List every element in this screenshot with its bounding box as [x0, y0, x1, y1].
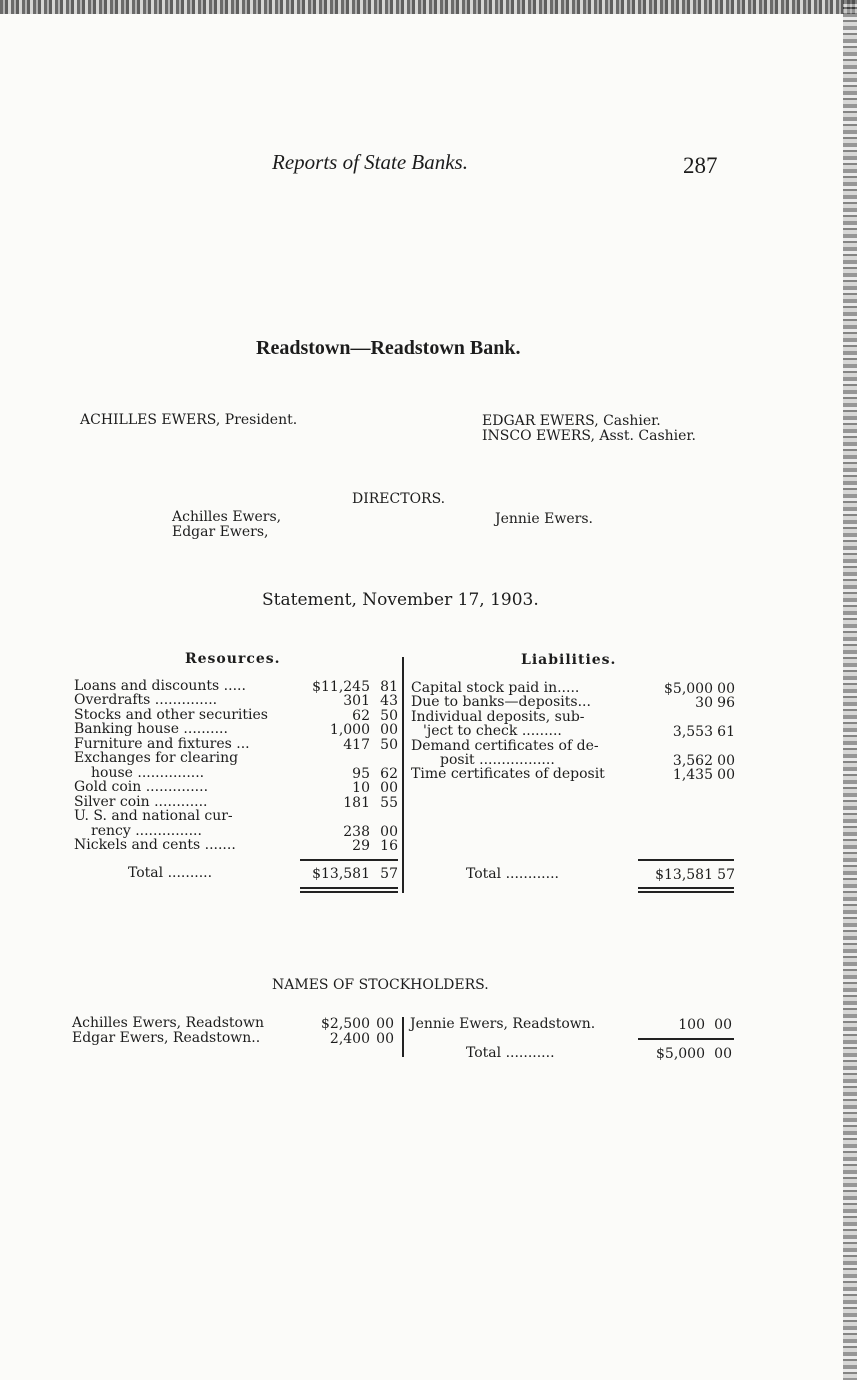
stockholder-cents: 00 [376, 1031, 394, 1047]
resource-dollars: 1,000 [329, 722, 370, 738]
resource-cents: 00 [380, 824, 398, 840]
stockholder-label: Jennie Ewers, Readstown. [410, 1016, 596, 1032]
liabilities-total-double-rule [638, 891, 734, 893]
stockholder-dollars: $2,500 [321, 1016, 370, 1032]
resource-dollars: 181 [343, 795, 370, 811]
stockholders-total-cents: 00 [714, 1046, 732, 1062]
liability-label: Capital stock paid in..... [411, 680, 580, 696]
director-name: Edgar Ewers, [172, 524, 269, 540]
officer-president: ACHILLES EWERS, President. [80, 412, 298, 428]
stockholder-dollars: 2,400 [329, 1031, 370, 1047]
resource-dollars: $11,245 [312, 679, 370, 695]
liabilities-total-cents: 57 [717, 867, 735, 883]
director-name: Jennie Ewers. [495, 511, 593, 527]
resources-total-rule [300, 859, 398, 861]
resource-label: Overdrafts .............. [74, 692, 218, 708]
resource-dollars: 95 [352, 766, 370, 782]
resource-label: Gold coin .............. [74, 779, 209, 795]
resource-label: rency ............... [91, 823, 202, 839]
resource-label: Exchanges for clearing [74, 750, 239, 766]
director-name: Achilles Ewers, [172, 509, 282, 525]
page-number: 287 [683, 153, 718, 178]
scan-edge-right [843, 0, 857, 1380]
liabilities-total-double-rule [638, 887, 734, 889]
liabilities-total-label: Total ............ [466, 866, 559, 882]
column-divider [402, 657, 404, 893]
resource-dollars: 238 [343, 824, 370, 840]
liability-cents: 00 [717, 681, 735, 697]
officer-cashier: EDGAR EWERS, Cashier. [482, 413, 661, 429]
stockholder-dollars: 100 [678, 1017, 705, 1033]
resource-label: Silver coin ............ [74, 794, 208, 810]
resource-cents: 50 [380, 708, 398, 724]
resource-dollars: 62 [352, 708, 370, 724]
stockholder-label: Edgar Ewers, Readstown.. [72, 1030, 261, 1046]
resource-cents: 00 [380, 780, 398, 796]
resource-cents: 50 [380, 737, 398, 753]
officer-asst-cashier: INSCO EWERS, Asst. Cashier. [482, 428, 697, 444]
resources-heading: Resources. [185, 651, 281, 667]
stockholders-heading: NAMES OF STOCKHOLDERS. [272, 977, 489, 993]
liability-cents: 61 [717, 724, 735, 740]
resource-label: Banking house .......... [74, 721, 228, 737]
resource-cents: 62 [380, 766, 398, 782]
resource-label: Furniture and fixtures ... [74, 736, 250, 752]
liability-cents: 96 [717, 695, 735, 711]
stockholders-divider [402, 1017, 404, 1057]
stockholders-total-dollars: $5,000 [656, 1046, 705, 1062]
statement-title: Statement, November 17, 1903. [262, 590, 539, 610]
liability-dollars: $5,000 [664, 681, 713, 697]
resource-label: Nickels and cents ....... [74, 837, 236, 853]
stockholder-cents: 00 [714, 1017, 732, 1033]
resource-cents: 55 [380, 795, 398, 811]
liability-dollars: 3,562 [672, 753, 713, 769]
scan-edge-top [0, 0, 857, 14]
stockholder-label: Achilles Ewers, Readstown [72, 1015, 264, 1031]
liability-dollars: 1,435 [672, 767, 713, 783]
resource-label: house ............... [91, 765, 205, 781]
resource-cents: 81 [380, 679, 398, 695]
liability-label: Time certificates of deposit [411, 766, 605, 782]
liability-cents: 00 [717, 753, 735, 769]
resources-total-double-rule [300, 887, 398, 889]
stockholders-total-label: Total ........... [466, 1045, 555, 1061]
resource-label: U. S. and national cur- [74, 808, 233, 824]
resources-total-cents: 57 [380, 866, 398, 882]
liability-cents: 00 [717, 767, 735, 783]
liability-dollars: 30 [695, 695, 713, 711]
bank-title: Readstown—Readstown Bank. [256, 337, 521, 359]
liability-label: posit ................. [440, 752, 555, 768]
liability-label: 'ject to check ......... [423, 723, 562, 739]
liabilities-total-dollars: $13,581 [655, 867, 713, 883]
resources-total-label: Total .......... [128, 865, 213, 881]
stockholders-total-rule [638, 1038, 734, 1040]
resource-label: Loans and discounts ..... [74, 678, 246, 694]
stockholder-cents: 00 [376, 1016, 394, 1032]
resource-dollars: 29 [352, 838, 370, 854]
resource-dollars: 417 [343, 737, 370, 753]
resource-dollars: 301 [343, 693, 370, 709]
resource-label: Stocks and other securities [74, 707, 268, 723]
resource-cents: 16 [380, 838, 398, 854]
liability-label: Individual deposits, sub- [411, 709, 585, 725]
liability-dollars: 3,553 [672, 724, 713, 740]
liability-label: Demand certificates of de- [411, 738, 599, 754]
liability-label: Due to banks—deposits... [411, 694, 591, 710]
liabilities-heading: Liabilities. [521, 652, 617, 668]
resource-cents: 00 [380, 722, 398, 738]
resource-cents: 43 [380, 693, 398, 709]
resources-total-dollars: $13,581 [312, 866, 370, 882]
directors-heading: DIRECTORS. [352, 491, 446, 507]
running-head: Reports of State Banks. [272, 150, 468, 174]
resources-total-double-rule [300, 891, 398, 893]
resource-dollars: 10 [352, 780, 370, 796]
liabilities-total-rule [638, 859, 734, 861]
